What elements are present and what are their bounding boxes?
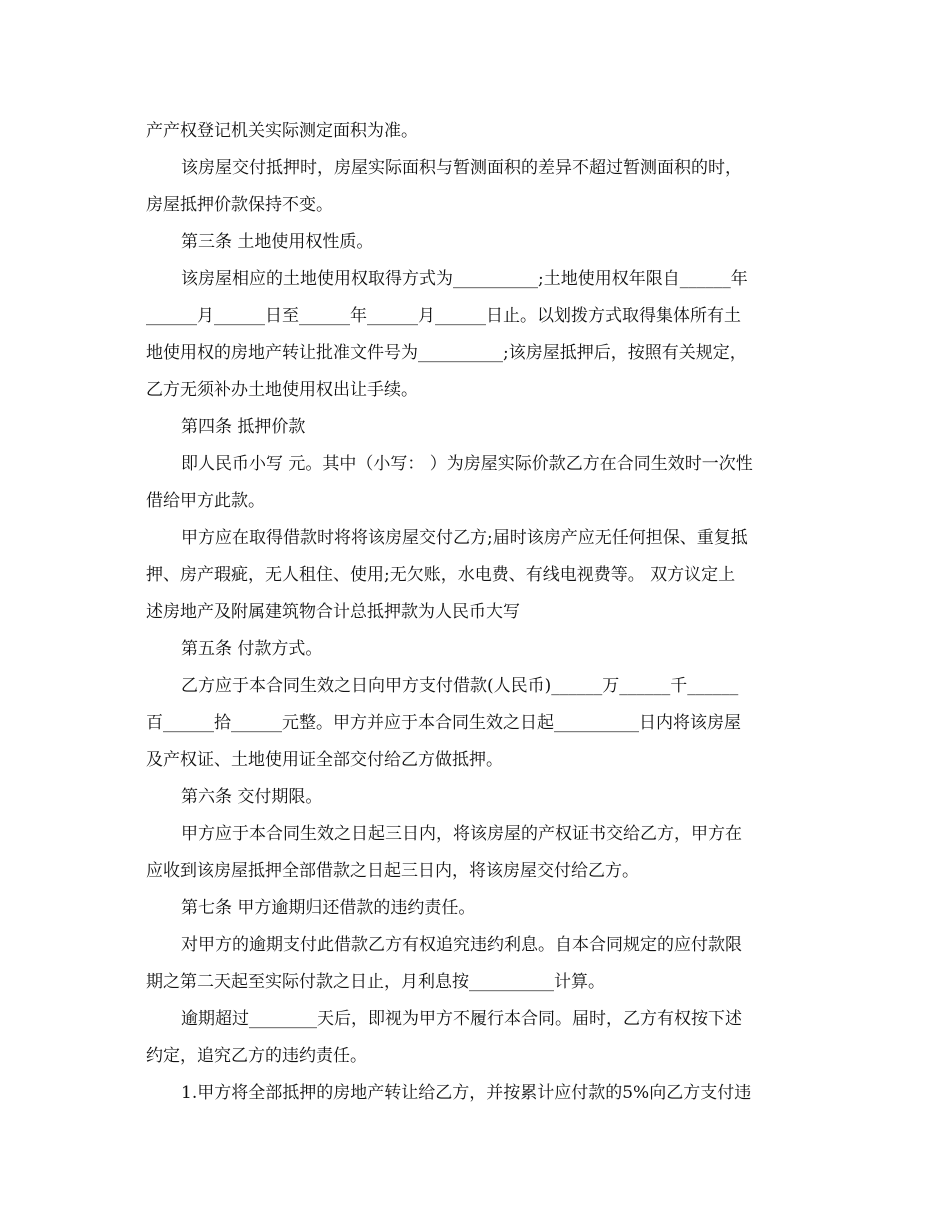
text-line: ______月______日至______年______月______日止。以划拨方式取得集体所有土 (146, 306, 741, 326)
section-heading: 第七条 甲方逾期归还借款的违约责任。 (181, 898, 476, 918)
section-heading: 第四条 抵押价款 (181, 417, 306, 437)
section-heading: 第三条 土地使用权性质。 (181, 232, 374, 252)
text-line: 1.甲方将全部抵押的房地产转让给乙方，并按累计应付款的5%向乙方支付违 (181, 1083, 752, 1103)
text-line: 借给甲方此款。 (146, 491, 265, 511)
text-line: 产产权登记机关实际测定面积为准。 (146, 121, 418, 141)
text-line: 述房地产及附属建筑物合计总抵押款为人民币大写 (146, 602, 520, 622)
text-line: 甲方应在取得借款时将将该房屋交付乙方;届时该房产应无任何担保、重复抵 (181, 528, 748, 548)
text-line: 逾期超过________天后，即视为甲方不履行本合同。届时，乙方有权按下述 (181, 1009, 742, 1029)
text-line: 该房屋交付抵押时，房屋实际面积与暂测面积的差异不超过暂测面积的时， (181, 158, 742, 178)
section-heading: 第五条 付款方式。 (181, 639, 323, 659)
text-line: 甲方应于本合同生效之日起三日内，将该房屋的产权证书交给乙方，甲方在 (181, 824, 742, 844)
section-heading: 第六条 交付期限。 (181, 787, 323, 807)
text-line: 及产权证、土地使用证全部交付给乙方做抵押。 (146, 750, 503, 770)
text-line: 约定，追究乙方的违约责任。 (146, 1046, 367, 1066)
text-line: 期之第二天起至实际付款之日止，月利息按__________计算。 (146, 972, 605, 992)
text-line: 房屋抵押价款保持不变。 (146, 195, 333, 215)
text-line: 对甲方的逾期支付此借款乙方有权追究违约利息。自本合同规定的应付款限 (181, 935, 742, 955)
text-line: 押、房产瑕疵，无人租住、使用;无欠账，水电费、有线电视费等。 双方议定上 (146, 565, 736, 585)
text-line: 乙方无须补办土地使用权出让手续。 (146, 380, 418, 400)
text-line: 乙方应于本合同生效之日向甲方支付借款(人民币)______万______千______ (181, 676, 739, 696)
text-line: 百______拾______元整。甲方并应于本合同生效之日起__________日内将该房屋 (146, 713, 741, 733)
text-line: 即人民币小写 元。其中（小写： ）为房屋实际价款乙方在合同生效时一次性 (181, 454, 753, 474)
text-line: 该房屋相应的土地使用权取得方式为__________;土地使用权年限自______年 (181, 269, 748, 289)
text-line: 应收到该房屋抵押全部借款之日起三日内，将该房屋交付给乙方。 (146, 861, 639, 881)
text-line: 地使用权的房地产转让批准文件号为__________;该房屋抵押后，按照有关规定， (146, 343, 747, 363)
